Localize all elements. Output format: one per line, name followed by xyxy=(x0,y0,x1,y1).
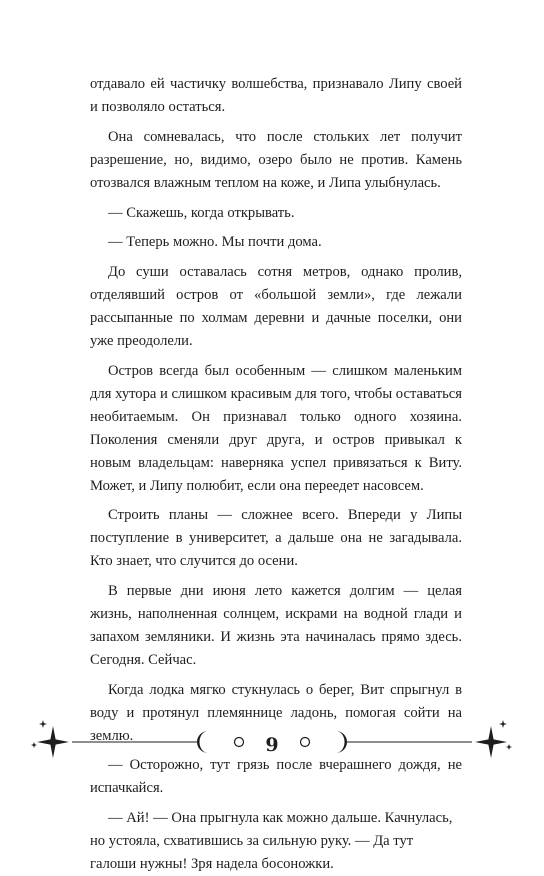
paragraph-4: — Теперь можно. Мы почти дома. xyxy=(108,234,322,251)
small-star-icon xyxy=(31,742,37,748)
paragraph-5: До суши оставалась сотня метров, однако пролив, отделявший остров от «большой земли», где лежали рассыпанные по холмам деревни и дачные поселки, они уже преодолели. xyxy=(90,264,462,350)
paragraph-6: Остров всегда был особенным — слишком маленьким для хутора и слишком красивым для того, чтобы оставаться необитаемым. Он признавал только одного хозяина. Поколения сменяли друг друга, и остров привыкал к новым владельцам: наверняка успел привязаться к Виту. Может, и Липу полюбит, если она переедет насовсем. xyxy=(90,362,462,494)
paragraph-7: Строить планы — сложнее всего. Впереди у Липы поступление в университет, а дальше она не загадывала. Кто знает, что случится до осени. xyxy=(90,507,462,570)
page-number: 9 xyxy=(265,734,279,756)
small-star-icon xyxy=(499,720,507,728)
paragraph-1: отдавало ей частичку волшебства, признавало Липу своей и позволяло остаться. xyxy=(90,76,462,115)
crescent-moon-icon xyxy=(197,731,208,753)
paragraph-10: — Осторожно, тут грязь после вчерашнего дождя, не испачкайся. xyxy=(90,757,462,797)
small-star-icon xyxy=(506,744,512,750)
circle-icon xyxy=(301,738,310,747)
crescent-moon-icon xyxy=(336,731,347,753)
small-star-icon xyxy=(39,720,47,728)
paragraph-9: Когда лодка мягко стукнулась о берег, Вит спрыгнул в воду и протянул племяннице ладонь, помогая сойти на землю. xyxy=(90,681,462,744)
sparkle-star-icon xyxy=(475,726,507,758)
paragraph-11: — Ай! — Она прыгнула как можно дальше. Качнулась, но устояла, схватившись за сильную руку. — Да тут галоши нужны! Зря надела босоножки. xyxy=(90,810,453,873)
sparkle-star-icon xyxy=(37,726,69,758)
circle-icon xyxy=(235,738,244,747)
paragraph-3: — Скажешь, когда открывать. xyxy=(108,204,295,221)
paragraph-8: В первые дни июня лето кажется долгим — целая жизнь, наполненная солнцем, искрами на водной глади и запахом земляники. И жизнь эта начиналась прямо здесь. Сегодня. Сейчас. xyxy=(90,583,462,668)
paragraph-2: Она сомневалась, что после стольких лет получит разрешение, но, видимо, озеро было не против. Камень отозвался влажным теплом на коже, и Липа улыбнулась. xyxy=(90,128,462,191)
